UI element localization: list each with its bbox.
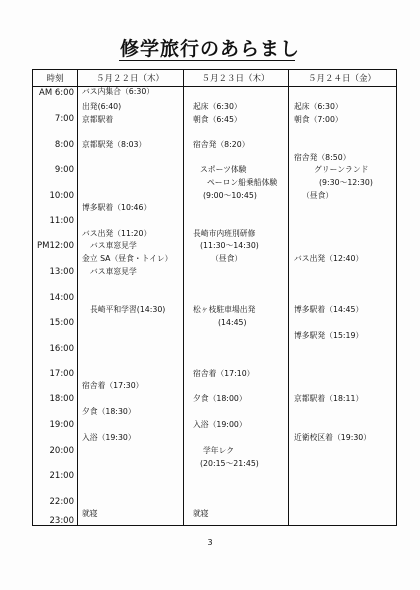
day1-event: バス車窓見学 xyxy=(90,241,137,250)
day2-event: (11:30～14:30) xyxy=(200,241,259,250)
time-label: 17:00 xyxy=(49,369,74,379)
day2-event: 就寝 xyxy=(193,509,209,518)
time-label: AM 6:00 xyxy=(39,88,74,98)
day1-event: 京都駅着 xyxy=(82,115,114,124)
time-label: 22:00 xyxy=(49,497,74,507)
day2-event: 学年レク xyxy=(203,446,235,455)
day2-event: （昼食） xyxy=(211,254,243,263)
day1-event: バス内集合（6:30） xyxy=(82,87,155,96)
day3-event: 近衛校区着（19:30） xyxy=(294,433,372,442)
day2-event: 松ヶ枝駐車場出発 xyxy=(193,305,256,314)
header-time: 時刻 xyxy=(46,74,64,84)
day2-event: 長崎市内班別研修 xyxy=(193,229,256,238)
header-day3: ５月２４日（金） xyxy=(307,74,376,84)
header-day2: ５月２３日（木） xyxy=(201,74,270,84)
day2-event: 宿舎着（17:10） xyxy=(193,369,255,378)
time-label: 20:00 xyxy=(49,446,74,456)
time-label: 21:00 xyxy=(49,471,74,481)
day3-event: 起床（6:30） xyxy=(294,102,343,111)
time-label: 18:00 xyxy=(49,394,74,404)
time-label: PM12:00 xyxy=(37,241,74,251)
day2-event: 起床（6:30） xyxy=(193,102,242,111)
time-label: 16:00 xyxy=(49,344,74,354)
column-divider xyxy=(288,70,289,525)
time-label: 10:00 xyxy=(49,191,74,201)
day3-event: 博多駅着（14:45） xyxy=(294,305,364,314)
schedule-table xyxy=(32,69,397,526)
day2-event: ペーロン船乗船体験 xyxy=(207,178,278,187)
time-label: 9:00 xyxy=(54,165,74,175)
day1-event: バス出発（11:20） xyxy=(82,229,152,238)
time-label: 15:00 xyxy=(49,318,74,328)
time-label: 19:00 xyxy=(49,420,74,430)
day1-event: 長崎平和学習(14:30) xyxy=(90,305,166,314)
day1-event: 博多駅着（10:46） xyxy=(82,203,152,212)
day1-event: 出発(6:40) xyxy=(82,102,122,111)
day2-event: (14:45) xyxy=(218,318,247,327)
day3-event: （昼食） xyxy=(302,191,334,200)
day1-event: 京都駅発（8:03） xyxy=(82,140,147,149)
title-underline xyxy=(119,60,295,61)
day1-event: 宿舎着（17:30） xyxy=(82,381,144,390)
header-day1: ５月２２日（木） xyxy=(95,74,164,84)
day2-event: 夕食（18:00） xyxy=(193,394,247,403)
time-label: 14:00 xyxy=(49,293,74,303)
day2-event: (9:00～10:45) xyxy=(203,191,257,200)
time-label: 13:00 xyxy=(49,267,74,277)
page-number: 3 xyxy=(207,538,213,547)
day3-event: 京都駅着（18:11） xyxy=(294,394,364,403)
day1-event: バス車窓見学 xyxy=(90,267,137,276)
day1-event: 金立 SA（昼食・トイレ） xyxy=(82,254,173,263)
day1-event: 夕食（18:30） xyxy=(82,407,136,416)
day2-event: 朝食（6:45） xyxy=(193,115,242,124)
column-divider xyxy=(77,70,78,525)
day3-event: 博多駅発（15:19） xyxy=(294,331,364,340)
day3-event: 宿舎発（8:50） xyxy=(294,153,351,162)
page-title: 修学旅行のあらまし xyxy=(119,38,300,60)
day2-event: スポーツ体験 xyxy=(200,165,247,174)
day3-event: (9:30～12:30) xyxy=(319,178,373,187)
day1-event: 就寝 xyxy=(82,509,98,518)
time-label: 7:00 xyxy=(54,114,74,124)
day2-event: 入浴（19:00） xyxy=(193,420,247,429)
day2-event: (20:15～21:45) xyxy=(200,459,259,468)
time-label: 11:00 xyxy=(49,216,74,226)
time-label: 23:00 xyxy=(49,516,74,526)
day3-event: 朝食（7:00） xyxy=(294,115,343,124)
day2-event: 宿舎発（8:20） xyxy=(193,140,250,149)
day3-event: グリーンランド xyxy=(314,165,369,174)
column-divider xyxy=(183,70,184,525)
day3-event: バス出発（12:40） xyxy=(294,254,364,263)
day1-event: 入浴（19:30） xyxy=(82,433,136,442)
time-label: 8:00 xyxy=(54,140,74,150)
